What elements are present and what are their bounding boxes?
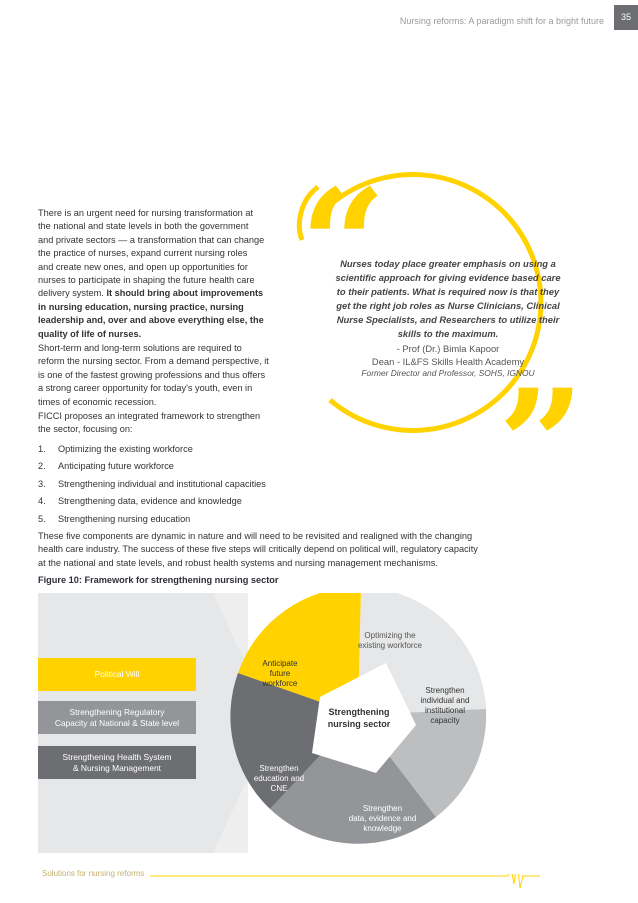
list-item: 2. Anticipating future workforce (38, 461, 174, 472)
band-regulatory-capacity: Strengthening Regulatory Capacity at National & State level (38, 701, 196, 734)
list-item: 3. Strengthening individual and institutional capacities (38, 478, 266, 489)
quote-open-mark: “ (300, 157, 387, 333)
intro-bold: It should bring about improvements (106, 288, 264, 299)
figure-caption: Figure 10: Framework for strengthening nursing sector (38, 575, 279, 585)
list-item: 5. Strengthening nursing education (38, 513, 191, 524)
segment-label-anticipate: Anticipate future workforce (262, 659, 298, 688)
para-line: reform the nursing sector. From a demand perspective, it (38, 356, 269, 367)
para-line: health care industry. The success of these five steps will critically depend on political will, regulatory capacity (38, 544, 478, 555)
intro-line: the national and state levels in both the government (38, 221, 249, 232)
list-item: 4. Strengthening data, evidence and knowledge (38, 496, 242, 507)
band-political-will: Political Will (38, 658, 196, 691)
quote-author-role: Former Director and Professor, SOHS, IGNOU (361, 368, 535, 378)
quote-author: - Prof (Dr.) Bimla Kapoor Dean - IL&FS Skills Health Academy (371, 343, 525, 367)
para-line: FICCI proposes an integrated framework to strengthen (38, 411, 261, 421)
center-label: Strengthening nursing sector (327, 707, 391, 729)
para-line: is one of the fastest growing professions and thus offers (38, 369, 266, 380)
intro-bold-line: quality of life of nurses. (38, 328, 142, 339)
segment-label-capacity: Strengthen individual and institutional capacity (420, 686, 470, 725)
list-item: 1. Optimizing the existing workforce (38, 444, 193, 454)
page-number: 35 (614, 5, 638, 30)
para-line: a strong career opportunity for today's youth, even in (38, 383, 253, 394)
para-line: Short-term and long-term solutions are required to (38, 343, 242, 353)
para-line: at the national and state levels, and robust health systems and nursing management mechanisms. (38, 557, 438, 568)
intro-bold-line: in nursing education, nursing practice, nursing (38, 301, 244, 312)
intro-text: delivery system. (38, 288, 104, 299)
intro-line: the practice of nurses, expand current nursing roles (38, 248, 248, 259)
para-line: These five components are dynamic in nature and will need to be revisited and realigned with the changing (38, 531, 473, 541)
intro-line: nurses to participate in shaping the future health care (38, 275, 255, 286)
intro-line: There is an urgent need for nursing transformation at (38, 208, 254, 218)
segment-label-education: Strengthen education and CNE (253, 764, 305, 793)
band-health-system: Strengthening Health System & Nursing Management (38, 746, 196, 779)
footer-text: Solutions for nursing reforms (42, 869, 145, 878)
quote-text: Nurses today place greater emphasis on using a scientific approach for giving evidence based care to their patients. What is required now is that they get the right job roles as Nurse Clinicians, Clinical Nurse Specialists, and Researchers to utilize their skills to the maximum. (335, 258, 561, 339)
intro-bold-line: leadership and, over and above everything else, the (38, 315, 264, 326)
intro-line: and create new ones, and open up opportunities for (38, 261, 248, 272)
segment-label-optimize: Optimizing the existing workforce (357, 631, 423, 650)
quote-close-mark: ” (498, 357, 585, 533)
para-line: times of economic recession. (38, 396, 157, 407)
intro-line: and private sectors — a transformation that can change (38, 234, 265, 245)
para-line: the sector, focusing on: (38, 424, 133, 435)
running-header-title: Nursing reforms: A paradigm shift for a bright future (399, 16, 604, 26)
segment-label-data: Strengthen data, evidence and knowledge (348, 804, 417, 833)
